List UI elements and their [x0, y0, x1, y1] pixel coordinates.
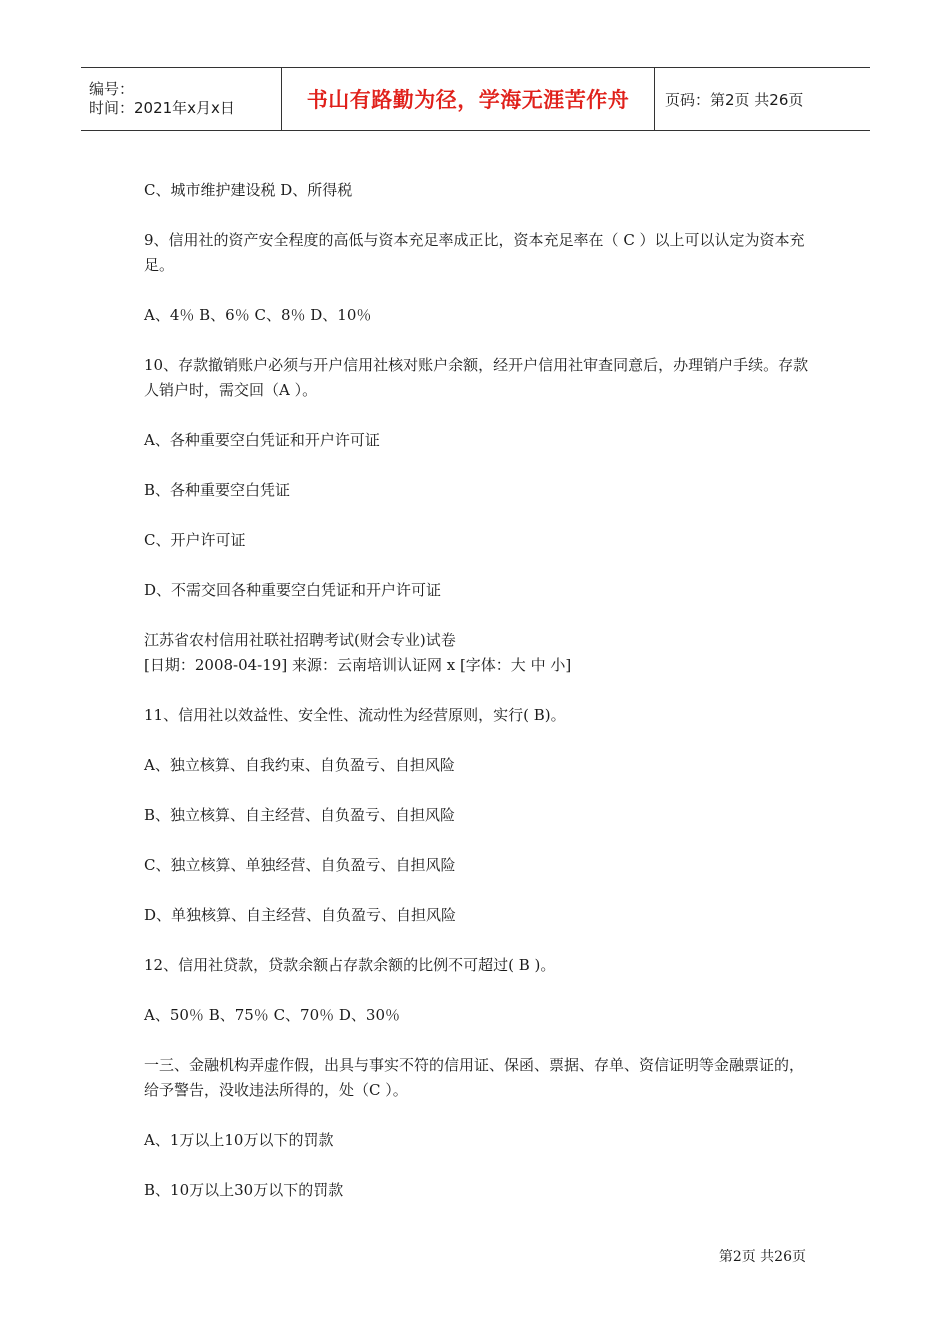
option: A、1万以上10万以下的罚款 [144, 1131, 334, 1149]
page-info-text: 页码：第2页 共26页 [665, 90, 804, 109]
option: A、各种重要空白凭证和开户许可证 [144, 431, 380, 449]
question-11: 11、信用社以效益性、安全性、流动性为经营原则，实行( B)。 [144, 706, 566, 724]
section-title: 江苏省农村信用社联社招聘考试(财会专业)试卷 [144, 631, 456, 649]
page-header [81, 67, 870, 131]
option: D、不需交回各种重要空白凭证和开户许可证 [144, 581, 442, 599]
header-meta [81, 68, 282, 130]
page-footer: 第2页 共26页 [718, 1249, 806, 1265]
option: A、50％ B、75％ C、70％ D、30％ [144, 1006, 401, 1024]
option: C、开户许可证 [144, 531, 246, 549]
option: D、单独核算、自主经营、自负盈亏、自担风险 [144, 906, 457, 924]
number-label: 编号： [89, 80, 135, 98]
option: B、各种重要空白凭证 [144, 481, 291, 499]
time-label: 时间：2021年x月x日 [89, 99, 235, 117]
option: B、10万以上30万以下的罚款 [144, 1181, 344, 1199]
document-body [144, 178, 812, 1228]
paragraph: C、城市维护建设税 D、所得税 [144, 181, 353, 199]
question-9: 9、信用社的资产安全程度的高低与资本充足率成正比，资本充足率在（ C ）以上可以认定为资本充足。 [144, 231, 805, 274]
option: A、独立核算、自我约束、自负盈亏、自担风险 [144, 756, 455, 774]
option: B、独立核算、自主经营、自负盈亏、自担风险 [144, 806, 456, 824]
section-heading [144, 628, 812, 678]
question-10: 10、存款撤销账户必须与开户信用社核对账户余额，经开户信用社审查同意后，办理销户手续。存款人销户时，需交回（A ）。 [144, 356, 809, 399]
header-motto [282, 68, 655, 130]
header-page-info [655, 68, 870, 130]
motto-text: 书山有路勤为径，学海无涯苦作舟 [306, 88, 630, 112]
question-13: 一三、金融机构弄虚作假，出具与事实不符的信用证、保函、票据、存单、资信证明等金融票证的，给予警告，没收违法所得的，处（C ）。 [144, 1056, 805, 1099]
question-12: 12、信用社贷款，贷款余额占存款余额的比例不可超过( B )。 [144, 956, 556, 974]
section-meta: [日期：2008-04-19] 来源：云南培训认证网 x [字体：大 中 小] [144, 656, 572, 674]
option: C、独立核算、单独经营、自负盈亏、自担风险 [144, 856, 456, 874]
paragraph: A、4％ B、6％ C、8％ D、10％ [144, 306, 372, 324]
